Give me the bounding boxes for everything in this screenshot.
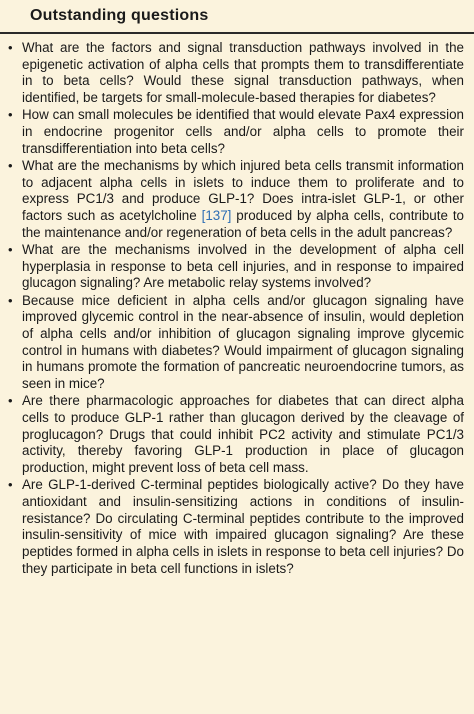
question-text: What are the mechanisms involved in the development of alpha cell hyperplasia in response to beta cell injuries, and in response to impaired glucagon signaling? Are metabolic relay systems involved? [22, 241, 464, 291]
question-text: What are the mechanisms by which injured beta cells transmit information to adjacent alpha cells in islets to induce them to proliferate and to express PC1/3 and produce GLP-1? Does intra-islet GLP-1, or other factors such as acetylcholine [22, 157, 464, 224]
question-text: What are the factors and signal transduction pathways involved in the epigenetic activation of alpha cells that prompts them to transdifferentiate in to beta cells? Would these signal transduction pathways, when identified, be targets for small-molecule-based therapies for diabetes? [22, 40, 464, 106]
question-text: How can small molecules be identified that would elevate Pax4 expression in endocrine progenitor cells and/or alpha cells to promote their transdifferentiation into beta cells? [22, 107, 464, 156]
questions-list [0, 34, 474, 578]
question-text: Are GLP-1-derived C-terminal peptides biologically active? Do they have antioxidant and insulin-sensitizing actions in conditions of insulin-resistance? Do circulating C-terminal peptides contribute to the improved insulin-sensitivity of mice with impaired glucagon signaling? Are these peptides formed in alpha cells in islets in response to beta cell injuries? Do they participate in beta cell functions in islets? [22, 477, 464, 576]
bullet-icon: • [8, 393, 13, 409]
box-header [0, 0, 474, 34]
question-item [8, 107, 464, 157]
question-text: Because mice deficient in alpha cells and/or glucagon signaling have improved glycemic control in the near-absence of insulin, would depletion of alpha cells and/or inhibition of glucagon signaling improve glycemic control in humans with diabetes? Would impairment of glucagon signaling in humans promote the formation of pancreatic neuroendocrine tumors, as seen in mice? [22, 292, 464, 392]
question-item [8, 477, 464, 577]
bullet-icon: • [8, 107, 13, 123]
bullet-icon: • [8, 40, 13, 55]
question-item [8, 40, 464, 107]
question-item [8, 393, 464, 477]
bullet-icon: • [8, 157, 13, 173]
bullet-icon: • [8, 241, 13, 257]
question-text-continued: produced by alpha cells, contribute to the maintenance and/or regeneration of beta cells in the adult pancreas? [22, 208, 464, 240]
reference-link[interactable]: [137] [201, 208, 232, 224]
question-item [8, 293, 464, 393]
question-item [8, 158, 464, 242]
question-text: Are there pharmacologic approaches for diabetes that can direct alpha cells to produce GLP-1 rather than glucagon derived by the cleavage of proglucagon? Drugs that could inhibit PC2 activity and stimulate PC1/3 activity, thereby favoring GLP-1 production in place of glucagon production, might prevent loss of beta cell mass. [22, 393, 464, 476]
bullet-icon: • [8, 477, 13, 493]
box-heading: Outstanding questions [30, 7, 209, 24]
bullet-icon: • [8, 292, 13, 308]
question-item [8, 242, 464, 292]
